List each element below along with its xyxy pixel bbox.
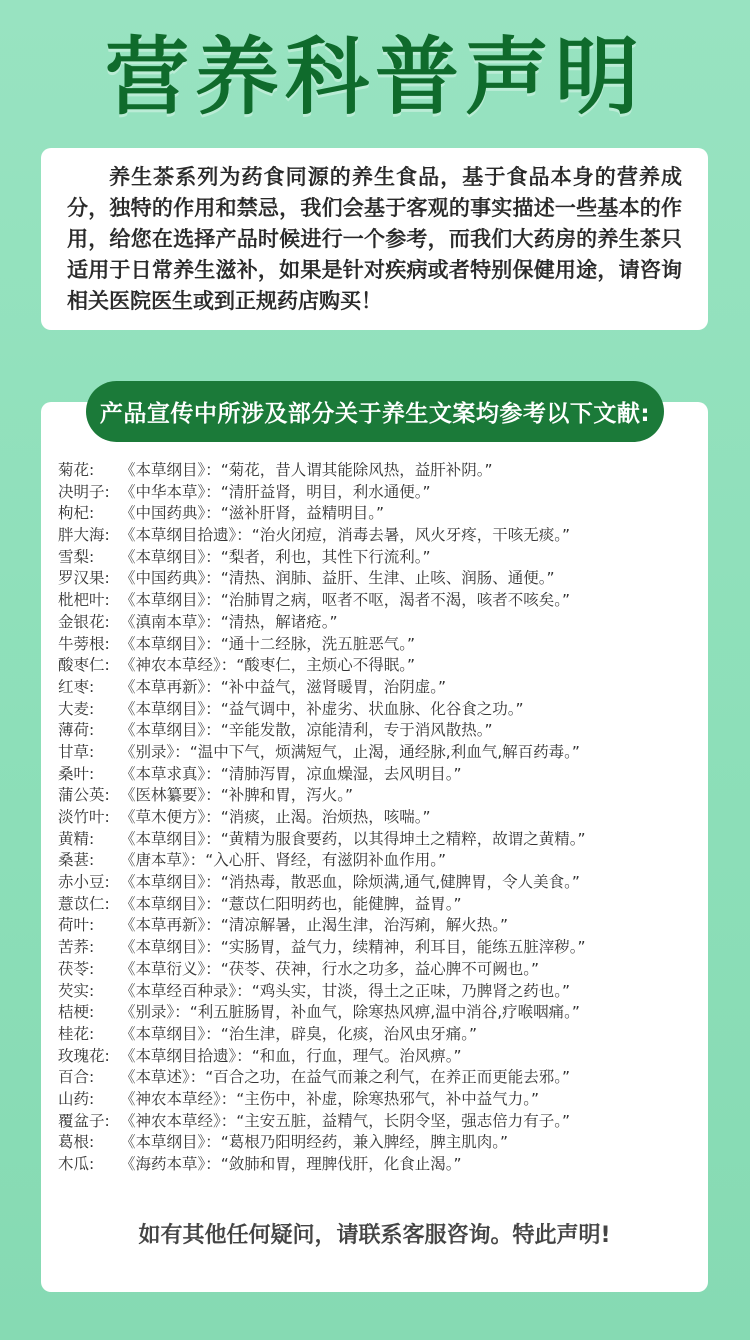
herb-name: 百合:	[58, 1068, 95, 1087]
list-item	[58, 677, 698, 699]
herb-name: 桑叶:	[58, 764, 95, 783]
reference-text: 《海药本草》：“敛肺和胃，理脾伐肝，化食止渴。”	[120, 1155, 462, 1173]
list-item	[58, 1111, 698, 1133]
list-item	[58, 547, 698, 569]
reference-list	[58, 460, 698, 1176]
herb-name: 葛根:	[58, 1133, 95, 1152]
reference-text: 《中华本草》：“清肝益肾，明目，利水通便。”	[120, 482, 431, 501]
herb-name: 桂花:	[58, 1024, 95, 1043]
references-heading: 产品宣传中所涉及部分关于养生文案均参考以下文献:	[86, 381, 664, 442]
list-item	[58, 482, 698, 504]
list-item	[58, 612, 698, 634]
list-item	[58, 1132, 698, 1154]
list-item	[58, 590, 698, 612]
reference-text: 《医林纂要》：“补脾和胃，泻火。”	[120, 786, 354, 805]
list-item	[58, 1089, 698, 1111]
reference-text: 《本草纲目》：“薏苡仁阳明药也，能健脾，益胃。”	[120, 894, 462, 913]
reference-text: 《唐本草》：“入心肝、肾经，有滋阴补血作用。”	[120, 851, 447, 870]
list-item	[58, 634, 698, 656]
reference-text: 《本草纲目拾遗》：“和血，行血，理气。治风痹。”	[120, 1046, 462, 1065]
herb-name: 大麦:	[58, 699, 95, 718]
reference-text: 《神农本草经》：“主伤中，补虚，除寒热邪气，补中益气力。”	[120, 1089, 540, 1108]
herb-name: 桑葚:	[58, 851, 95, 870]
reference-text: 《神农本草经》：“酸枣仁，主烦心不得眠。”	[120, 656, 416, 675]
reference-text: 《中国药典》：“清热、润肺、益肝、生津、止咳、润肠、通便。”	[120, 569, 555, 588]
reference-text: 《本草述》：“百合之功，在益气而兼之利气，在养正而更能去邪。”	[120, 1068, 571, 1087]
reference-text: 《本草纲目拾遗》：“治火闭痘，消毒去暑，风火牙疼，干咳无痰。”	[120, 526, 571, 545]
reference-text: 《本草纲目》：“实肠胃，益气力，续精神，利耳目，能练五脏滓秽。”	[120, 938, 586, 957]
closing-statement: 如有其他任何疑问，请联系客服咨询。特此声明!	[138, 1223, 611, 1248]
reference-text: 《别录》：“温中下气，烦满短气，止渴，通经脉,利血气,解百药毒。”	[120, 742, 580, 761]
list-item	[58, 850, 698, 872]
herb-name: 覆盆子:	[58, 1111, 110, 1130]
reference-text: 《本草再新》：“补中益气，滋肾暖胃，治阴虚。”	[120, 677, 447, 696]
herb-name: 菊花:	[58, 461, 95, 479]
reference-text: 《本草纲目》：“治生津，辟臭，化痰，治风虫牙痛。”	[120, 1024, 478, 1043]
herb-name: 桔梗:	[58, 1003, 95, 1022]
list-item	[58, 568, 698, 590]
herb-name: 胖大海:	[58, 526, 110, 545]
herb-name: 淡竹叶:	[58, 808, 110, 826]
herb-name: 薏苡仁:	[58, 894, 110, 913]
list-item	[58, 742, 698, 764]
list-item	[58, 655, 698, 677]
herb-name: 芡实:	[58, 981, 95, 1000]
reference-text: 《本草纲目》：“黄精为服食要药，以其得坤土之精粹，故谓之黄精。”	[120, 829, 586, 848]
list-item	[58, 1002, 698, 1024]
reference-text: 《本草纲目》：“治肺胃之病，呕者不呕，渴者不渴，咳者不咳矣。”	[120, 591, 571, 610]
herb-name: 金银花:	[58, 612, 110, 631]
herb-name: 枸杞:	[58, 504, 95, 523]
herb-name: 茯苓:	[58, 959, 95, 978]
herb-name: 黄精:	[58, 829, 95, 848]
list-item	[58, 503, 698, 525]
list-item	[58, 1024, 698, 1046]
herb-name: 酸枣仁:	[58, 656, 110, 675]
herb-name: 雪梨:	[58, 547, 95, 566]
reference-text: 《中国药典》：“滋补肝肾，益精明目。”	[120, 504, 385, 523]
herb-name: 蒲公英:	[58, 786, 110, 805]
herb-name: 牛蒡根:	[58, 634, 110, 653]
herb-name: 木瓜:	[58, 1155, 95, 1173]
list-item	[58, 699, 698, 721]
list-item	[58, 720, 698, 742]
reference-text: 《别录》：“利五脏肠胃，补血气，除寒热风痹,温中消谷,疗喉咽痛。”	[120, 1003, 580, 1022]
herb-name: 荷叶:	[58, 916, 95, 935]
list-item	[58, 894, 698, 916]
list-item	[58, 829, 698, 851]
reference-text: 《本草再新》：“清凉解暑，止渴生津，治泻痢，解火热。”	[120, 916, 509, 935]
reference-text: 《本草纲目》：“益气调中，补虚劣、状血脉、化谷食之功。”	[120, 699, 524, 718]
list-item	[58, 1067, 698, 1089]
list-item	[58, 959, 698, 981]
reference-text: 《草木便方》：“消痰，止渴。治烦热，咳喘。”	[120, 808, 431, 826]
list-item	[58, 785, 698, 807]
herb-name: 罗汉果:	[58, 569, 110, 588]
herb-name: 决明子:	[58, 482, 110, 501]
reference-text: 《本草求真》：“清肺泻胃，凉血燥湿，去风明目。”	[120, 764, 462, 783]
reference-text: 《本草纲目》：“消热毒，散恶血，除烦满,通气,健脾胃，令人美食。”	[120, 873, 580, 892]
reference-text: 《本草纲目》：“葛根乃阳明经药，兼入脾经，脾主肌肉。”	[120, 1133, 509, 1152]
reference-text: 《本草经百种录》：“鸡头实，甘淡，得土之正味，乃脾肾之药也。”	[120, 981, 571, 1000]
herb-name: 红枣:	[58, 677, 95, 696]
list-item	[58, 1154, 698, 1176]
list-item	[58, 807, 698, 829]
reference-text: 《滇南本草》：“清热，解诸疮。”	[120, 612, 338, 631]
herb-name: 枇杷叶:	[58, 591, 110, 610]
herb-name: 苦荞:	[58, 938, 95, 957]
herb-name: 薄荷:	[58, 721, 95, 740]
reference-text: 《本草纲目》：“菊花，昔人谓其能除风热，益肝补阴。”	[120, 461, 493, 479]
reference-text: 《本草纲目》：“辛能发散，凉能清利，专于消风散热。”	[120, 721, 493, 740]
herb-name: 赤小豆:	[58, 873, 110, 892]
herb-name: 玫瑰花:	[58, 1046, 110, 1065]
reference-text: 《神农本草经》：“主安五脏，益精气，长阴令坚，强志倍力有子。”	[120, 1111, 571, 1130]
reference-text: 《本草纲目》：“通十二经脉，洗五脏恶气。”	[120, 634, 416, 653]
reference-text: 《本草纲目》：“梨者，利也，其性下行流利。”	[120, 547, 431, 566]
list-item	[58, 872, 698, 894]
list-item	[58, 915, 698, 937]
reference-text: 《本草衍义》：“茯苓、茯神，行水之功多，益心脾不可阙也。”	[120, 959, 540, 978]
intro-card	[41, 148, 708, 330]
page-title: 营养科普声明	[104, 28, 645, 126]
list-item	[58, 937, 698, 959]
intro-paragraph: 养生茶系列为药食同源的养生食品，基于食品本身的营养成分，独特的作用和禁忌，我们会基于客观的事实描述一些基本的作用，给您在选择产品时候进行一个参考，而我们大药房的养生茶只适用于日常养生滋补，如果是针对疾病或者特别保健用途，请咨询相关医院医生或到正规药店购买！	[67, 165, 682, 313]
list-item	[58, 460, 698, 482]
herb-name: 甘草:	[58, 742, 95, 761]
list-item	[58, 764, 698, 786]
list-item	[58, 981, 698, 1003]
list-item	[58, 525, 698, 547]
herb-name: 山药:	[58, 1089, 95, 1108]
list-item	[58, 1046, 698, 1068]
